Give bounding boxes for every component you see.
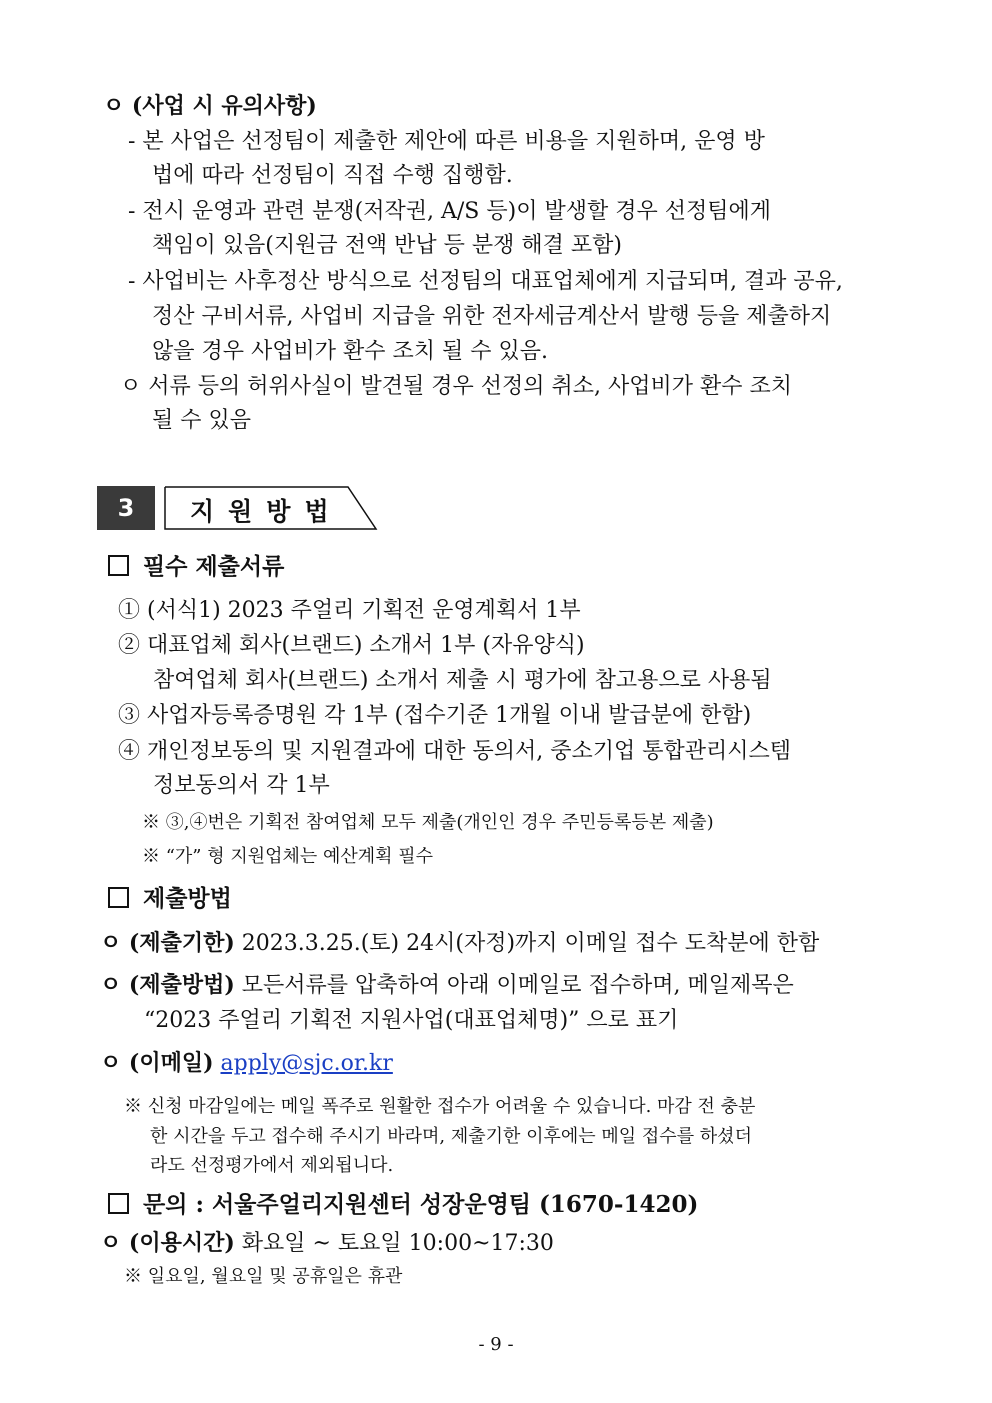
checkbox-square-icon bbox=[108, 1193, 129, 1214]
method-note-c: 라도 선정평가에서 제외됩니다. bbox=[150, 1155, 394, 1176]
hours-text: 화요일 ~ 토요일 10:00~17:30 bbox=[241, 1231, 554, 1256]
required-note-1: ※ ③,④번은 기획전 참여업체 모두 제출(개인인 경우 주민등록등본 제출) bbox=[142, 812, 714, 833]
caution-note-1a: ㅇ 서류 등의 허위사실이 발견될 경우 선정의 취소, 사업비가 환수 조치 bbox=[120, 374, 792, 399]
section-title: 지원방법 bbox=[190, 497, 343, 526]
method-heading: 제출방법 bbox=[143, 885, 232, 912]
hours-row bbox=[100, 1228, 554, 1259]
section-title-tag bbox=[164, 486, 378, 530]
email-row bbox=[100, 1048, 393, 1079]
checkbox-square-icon bbox=[108, 555, 129, 576]
required-item-2: ② 대표업체 회사(브랜드) 소개서 1부 (자유양식) bbox=[118, 633, 585, 658]
inquiry-note: ※ 일요일, 월요일 및 공휴일은 휴관 bbox=[124, 1266, 403, 1287]
email-link[interactable]: apply@sjc.or.kr bbox=[220, 1051, 393, 1076]
method-text-2: “2023 주얼리 기획전 지원사업(대표업체명)” 으로 표기 bbox=[144, 1008, 679, 1033]
deadline-text: 2023.3.25.(토) 24시(자정)까지 이메일 접수 도착분에 한함 bbox=[241, 931, 820, 956]
section-number-badge: 3 bbox=[97, 486, 155, 530]
caution-item-1b: 법에 따라 선정팀이 직접 수행 집행함. bbox=[152, 163, 513, 188]
required-item-3: ③ 사업자등록증명원 각 1부 (접수기준 1개월 이내 발급분에 한함) bbox=[118, 703, 752, 728]
caution-item-2a: - 전시 운영과 관련 분쟁(저작권, A/S 등)이 발생할 경우 선정팀에게 bbox=[128, 199, 771, 224]
required-item-4-cont: 정보동의서 각 1부 bbox=[153, 773, 330, 798]
email-label: ㅇ (이메일) bbox=[100, 1050, 214, 1076]
deadline-row bbox=[100, 928, 819, 959]
method-row bbox=[100, 970, 794, 1001]
required-heading-row bbox=[108, 552, 284, 582]
inquiry-heading: 문의 : 서울주얼리지원센터 성장운영팀 (1670-1420) bbox=[143, 1191, 699, 1218]
caution-item-3a: - 사업비는 사후정산 방식으로 선정팀의 대표업체에게 지급되며, 결과 공유, bbox=[128, 269, 843, 294]
hours-label: ㅇ (이용시간) bbox=[100, 1230, 235, 1256]
required-heading: 필수 제출서류 bbox=[143, 553, 285, 580]
checkbox-square-icon bbox=[108, 887, 129, 908]
deadline-label: ㅇ (제출기한) bbox=[100, 930, 235, 956]
method-note-b: 한 시간을 두고 접수해 주시기 바라며, 제출기한 이후에는 메일 접수를 하셨더 bbox=[150, 1126, 752, 1147]
required-item-4: ④ 개인정보동의 및 지원결과에 대한 동의서, 중소기업 통합관리시스템 bbox=[118, 739, 792, 764]
inquiry-heading-row bbox=[108, 1190, 698, 1220]
page-number: - 9 - bbox=[478, 1334, 514, 1355]
caution-item-2b: 책임이 있음(지원금 전액 반납 등 분쟁 해결 포함) bbox=[152, 233, 622, 258]
caution-item-3c: 않을 경우 사업비가 환수 조치 될 수 있음. bbox=[152, 339, 548, 364]
caution-note-1b: 될 수 있음 bbox=[152, 408, 251, 433]
method-text: 모든서류를 압축하여 아래 이메일로 접수하며, 메일제목은 bbox=[241, 973, 794, 998]
required-item-2-note: 참여업체 회사(브랜드) 소개서 제출 시 평가에 참고용으로 사용됨 bbox=[153, 668, 772, 693]
method-label: ㅇ (제출방법) bbox=[100, 972, 235, 998]
method-heading-row bbox=[108, 884, 232, 914]
required-note-2: ※ “가” 형 지원업체는 예산계획 필수 bbox=[142, 846, 434, 867]
caution-heading: ㅇ (사업 시 유의사항) bbox=[103, 93, 317, 119]
caution-item-1a: - 본 사업은 선정팀이 제출한 제안에 따른 비용을 지원하며, 운영 방 bbox=[128, 129, 765, 154]
required-item-1: ① (서식1) 2023 주얼리 기획전 운영계획서 1부 bbox=[118, 598, 581, 623]
method-note-a: ※ 신청 마감일에는 메일 폭주로 원활한 접수가 어려울 수 있습니다. 마감 전 충분 bbox=[124, 1096, 756, 1117]
caution-item-3b: 정산 구비서류, 사업비 지급을 위한 전자세금계산서 발행 등을 제출하지 bbox=[152, 304, 832, 329]
